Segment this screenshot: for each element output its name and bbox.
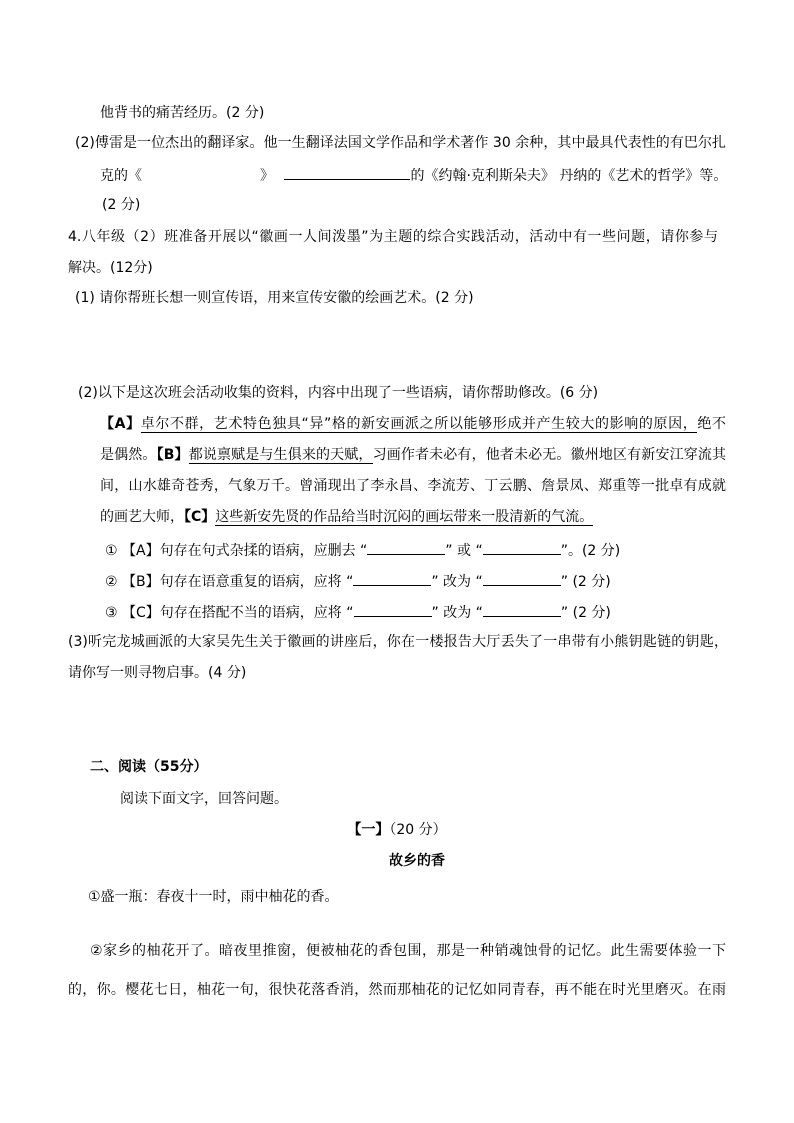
paragraph-1: ①盛一瓶：春夜十一时，雨中柚花的香。 <box>88 889 339 905</box>
score: (2 分) <box>102 197 141 213</box>
text: ” 或 “ <box>445 543 483 559</box>
text: 的《约翰·克利斯朵夫》 丹纳的《艺术的哲学》等。 <box>410 168 728 184</box>
tag-c: 【C】 <box>184 509 216 525</box>
item-number: ① <box>105 543 118 559</box>
text: 【C】句存在搭配不当的语病，应将 “ <box>117 605 354 621</box>
article-title: 故乡的香 <box>389 853 445 869</box>
paragraph-2-cont: 的，你。樱花七日，柚花一旬，很快花落香消，然而那柚花的记忆如同青春，再不能在时光里磨灭。在雨 <box>68 982 726 998</box>
text: ” 改为 “ <box>431 574 483 590</box>
item-1 <box>105 540 620 558</box>
text: 》 <box>260 168 274 184</box>
part-tag: 【一】 <box>347 822 390 838</box>
item-3 <box>105 602 611 620</box>
item-number: ② <box>105 574 118 590</box>
passage-line <box>100 508 593 526</box>
item-2 <box>105 571 611 589</box>
question-4-3-2: 请你写一则寻物启事。(4 分) <box>68 665 247 681</box>
question-4-intro: 4.八年级（2）班准备开展以“徽画一人间泼墨”为主题的综合实践活动，活动中有一些问题，请你参与 <box>68 229 718 245</box>
question-3-2: (2)傅雷是一位杰出的翻译家。他一生翻译法国文学作品和学术著作 30 余种，其中最具代表性的有巴尔扎 <box>75 135 726 151</box>
instruction: 阅读下面文字，回答问题。 <box>120 791 288 807</box>
question-4-intro-2: 解决。(12分) <box>68 260 153 276</box>
part-heading <box>0 821 794 839</box>
question-4-2: (2)以下是这次班会活动收集的资料，内容中出现了一些语病，请你帮助修改。(6 分) <box>78 385 599 401</box>
question-4-1: (1) 请你帮班长想一则宣传语，用来宣传安徽的绘画艺术。(2 分) <box>75 290 474 306</box>
text: ” 改为 “ <box>431 605 483 621</box>
tag-a: 【A】 <box>100 416 141 432</box>
text: 【A】句存在句式杂揉的语病，应删去 “ <box>117 543 368 559</box>
text: 【B】句存在语意重复的语病，应将 “ <box>117 574 354 590</box>
paragraph-2: ②家乡的柚花开了。暗夜里推窗，便被柚花的香包围，那是一种销魂蚀骨的记忆。此生需要体验一下 <box>90 943 726 959</box>
tag-b: 【B】 <box>156 447 189 463</box>
text-line: 他背书的痛苦经历。(2 分) <box>100 105 265 121</box>
answer-blank[interactable] <box>483 571 561 586</box>
section-heading: 二、阅读（55分） <box>90 759 208 775</box>
item-number: ③ <box>105 605 118 621</box>
question-3-2-blanks <box>100 165 727 183</box>
passage-line: 间，山水雄奇苍秀，气象万千。曾涌现出了李永昌、李流芳、丁云鹏、詹景凤、郑重等一批卓有成就 <box>100 478 726 494</box>
text: ” (2 分) <box>560 574 611 590</box>
passage-line <box>100 446 726 464</box>
answer-blank[interactable] <box>483 540 561 555</box>
answer-blank[interactable] <box>284 165 410 180</box>
answer-blank[interactable] <box>367 540 445 555</box>
answer-blank[interactable] <box>354 602 432 617</box>
text: ”。(2 分) <box>560 543 621 559</box>
answer-blank[interactable] <box>353 571 431 586</box>
text: 绝不 <box>697 416 726 432</box>
text: 克的《 <box>100 168 142 184</box>
answer-blank[interactable] <box>483 602 561 617</box>
part-score: （20 分） <box>389 822 447 838</box>
sentence-a: 卓尔不群，艺术特色独具“异”格的新安画派之所以能够形成并产生较大的影响的原因， <box>140 416 698 432</box>
sentence-b: 都说禀赋是与生俱来的天赋， <box>188 447 373 463</box>
sentence-c: 这些新安先贤的作品给当时沉闷的画坛带来一股清新的气流。 <box>215 509 594 525</box>
text: 习画作者未必有，他者未必无。徽州地区有新安江穿流其 <box>372 447 726 463</box>
text: 的画艺大师， <box>100 509 184 525</box>
passage-line <box>100 415 726 433</box>
text: ” (2 分) <box>560 605 611 621</box>
text: 是偶然。 <box>100 447 157 463</box>
question-4-3: (3)听完龙城画派的大家吴先生关于徽画的讲座后，你在一楼报告大厅丢失了一串带有小熊钥匙链的钥匙， <box>68 634 728 650</box>
